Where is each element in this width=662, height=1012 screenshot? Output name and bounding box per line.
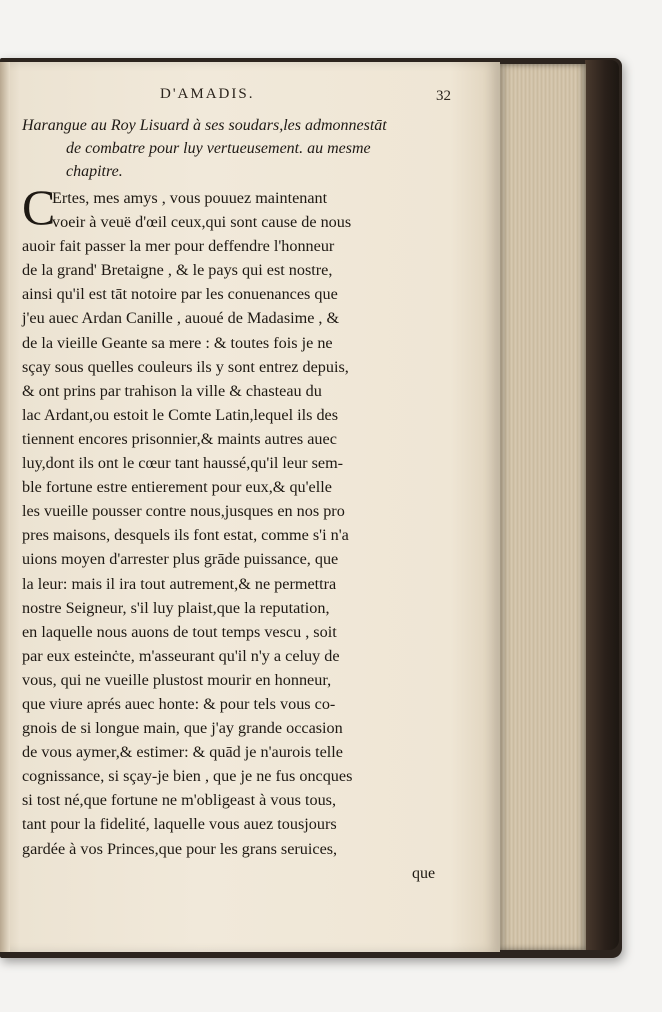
text-line: auoir fait passer la mer pour deffendre l'honneur	[22, 237, 335, 256]
text-line: lac Ardant,ou estoit le Comte Latin,lequel ils des	[22, 405, 339, 424]
text-line: tant pour la fidelité, laquelle vous auez tousjours	[22, 815, 337, 834]
text-line: de la vieille Geante sa mere : & toutes fois je ne	[22, 333, 333, 352]
text-line: nostre Seigneur, s'il luy plaist,que la reputation,	[22, 598, 330, 617]
text-line: de vous aymer,& estimer: & quād je n'aurois telle	[22, 743, 343, 762]
text-line: en laquelle nous auons de tout temps vescu , soit	[22, 622, 337, 641]
body-text	[22, 186, 456, 861]
page-number: 32	[436, 88, 451, 104]
text-line: cognissance, si sçay-je bien , que je ne fus oncques	[22, 767, 353, 786]
text-line: de la grand' Bretaigne , & le pays qui est nostre,	[22, 261, 333, 280]
text-line: gnois de si longue main, que j'ay grande occasion	[22, 719, 343, 738]
text-line: ainsi qu'il est tāt notoire par les conuenances que	[22, 285, 338, 304]
text-line: si tost né,que fortune ne m'obligeast à vous tous,	[22, 791, 337, 810]
text-line: gardée à vos Princes,que pour les grans seruices,	[22, 839, 338, 858]
text-line: vous, qui ne vueille plustost mourir en honneur,	[22, 670, 332, 689]
book-back-cover	[585, 60, 619, 950]
text-line: par eux esteinċte, m'asseurant qu'il n'y a celuy de	[22, 646, 340, 665]
text-line: luy,dont ils ont le cœur tant haussé,qu'il leur sem-	[22, 454, 344, 473]
text-line: les vueille pousser contre nous,jusques en nos pro	[22, 502, 345, 521]
text-line: j'eu auec Ardan Canille , auoué de Madasime , &	[22, 309, 340, 328]
text-line: pres maisons, desquels ils font estat, comme s'i n'a	[22, 526, 349, 545]
heading-line: Harangue au Roy Lisuard à ses soudars,les admonnestāt	[22, 117, 387, 134]
heading-line: de combatre pour luy vertueusement. au mesme	[66, 140, 371, 157]
text-line: que viure aprés auec honte: & pour tels vous co-	[22, 694, 336, 713]
text-line: & ont prins par trahison la ville & chasteau du	[22, 381, 322, 400]
text-line: voeir à veuë d'œil ceux,qui sont cause de nous	[52, 213, 352, 232]
page-edges	[498, 64, 586, 950]
page-gutter	[0, 62, 10, 952]
drop-cap: C	[22, 179, 56, 235]
text-line: ble fortune estre entierement pour eux,& qu'elle	[22, 478, 332, 497]
text-line: la leur: mais il ira tout autrement,& ne permettra	[22, 574, 337, 593]
catchword: que	[412, 865, 436, 882]
text-line: uions moyen d'arrester plus grāde puissance, que	[22, 550, 339, 569]
running-head: D'AMADIS.	[160, 86, 255, 102]
text-line: sçay sous quelles couleurs ils y sont entrez depuis,	[22, 357, 349, 376]
text-line: tiennent encores prisonnier,& maints autres auec	[22, 429, 337, 448]
heading-line: chapitre.	[66, 163, 123, 180]
chapter-heading	[22, 114, 472, 183]
text-line: Ertes, mes amys , vous pouuez maintenant	[52, 189, 328, 207]
